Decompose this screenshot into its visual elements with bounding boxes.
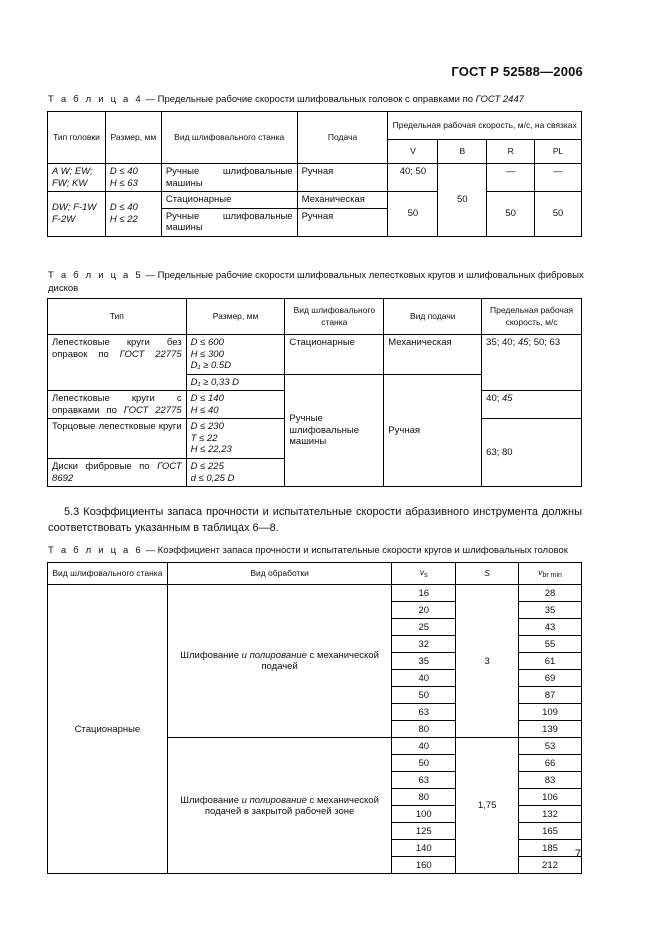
t6-vs-cell: 50 <box>392 755 456 772</box>
t4-header-R: R <box>487 140 535 164</box>
table4-label: Т а б л и ц а 4 <box>48 94 143 105</box>
table6-caption: Т а б л и ц а 6 — Коэффициент запаса прочности и испытательные скорости кругов и шлифовальных головок <box>48 545 568 556</box>
t6-vs-cell: 160 <box>392 857 456 874</box>
t6-vs-cell: 50 <box>392 687 456 704</box>
table-row: D₁ ≥ 0,33 D Ручные шлифовальные машины Ручная <box>48 374 582 391</box>
t5-header-machine: Вид шлифовального станка <box>285 299 384 335</box>
t5-header-type: Тип <box>48 299 187 335</box>
t6-body <box>48 585 582 874</box>
t5-header-size: Размер, мм <box>186 299 285 335</box>
table-4 <box>47 111 582 237</box>
t6-vbr-cell: 139 <box>519 721 582 738</box>
t4-header-type: Тип головки <box>48 112 106 164</box>
t6-vbr-cell: 69 <box>519 670 582 687</box>
t6-header-process: Вид обработки <box>167 563 392 585</box>
t6-header-machine: Вид шлифовального станка <box>48 563 168 585</box>
table-row: Диски фибровые по ГОСТ 8692 D ≤ 225 d ≤ 0,25 D <box>48 459 582 487</box>
t6-vbr-cell: 61 <box>519 653 582 670</box>
t6-vbr-cell: 185 <box>519 840 582 857</box>
t6-vs-cell: 16 <box>392 585 456 602</box>
t4-header-speed: Предельная рабочая скорость, м/с, на связках <box>388 112 582 140</box>
t6-vs-cell: 140 <box>392 840 456 857</box>
t6-vs-cell: 63 <box>392 704 456 721</box>
t6-vs-cell: 63 <box>392 772 456 789</box>
table6-label: Т а б л и ц а 6 <box>48 545 143 556</box>
page-number: 7 <box>574 848 581 860</box>
t6-vs-cell: 25 <box>392 619 456 636</box>
section-5-3-paragraph: 5.3 Коэффициенты запаса прочности и испытательные скорости абразивного инструмента должны соответствовать указанным в таблицах 6—8. <box>48 506 582 534</box>
table-row: DW; F-1W F-2W D ≤ 40 H ≤ 22 Стационарные Механическая 50 50 50 <box>48 192 582 209</box>
t4-B-value: 50 <box>438 164 487 237</box>
t6-header-S: S <box>456 563 519 585</box>
t6-vs-cell: 80 <box>392 789 456 806</box>
t6-vs-cell: 80 <box>392 721 456 738</box>
t6-process-group2: Шлифование и полирование с механической подачей в закрытой рабочей зоне <box>167 738 392 874</box>
t6-vbr-cell: 35 <box>519 602 582 619</box>
t6-vbr-cell: 66 <box>519 755 582 772</box>
t4-header-B: B <box>438 140 487 164</box>
t6-vs-cell: 32 <box>392 636 456 653</box>
table5-caption: Т а б л и ц а 5 — Предельные рабочие скорости шлифовальных лепестковых кругов и шлифовальных фибровых дисков <box>48 270 584 294</box>
t6-vbr-cell: 53 <box>519 738 582 755</box>
table-row: Торцовые лепестковые круги D ≤ 230 T ≤ 22 H ≤ 22,23 63; 80 <box>48 419 582 459</box>
t6-S-group2: 1,75 <box>456 738 519 874</box>
t6-vs-cell: 40 <box>392 670 456 687</box>
t6-vbr-cell: 132 <box>519 806 582 823</box>
table-6 <box>47 562 582 874</box>
t5-machine-manual: Ручные шлифовальные машины <box>285 374 384 487</box>
t6-process-group1: Шлифование и полирование с механической подачей <box>167 585 392 738</box>
t6-vs-cell: 125 <box>392 823 456 840</box>
t6-vs-cell: 40 <box>392 738 456 755</box>
table-row <box>48 585 582 602</box>
document-header: ГОСТ Р 52588—2006 <box>451 64 583 79</box>
table-row: Лепестковые круги с оправками по ГОСТ 22775 D ≤ 140 H ≤ 40 40; 45 <box>48 391 582 419</box>
t6-vs-cell: 100 <box>392 806 456 823</box>
t6-vbr-cell: 212 <box>519 857 582 874</box>
t4-header-feed: Подача <box>297 112 388 164</box>
t6-vbr-cell: 83 <box>519 772 582 789</box>
t6-vbr-cell: 55 <box>519 636 582 653</box>
t5-header-feed: Вид подачи <box>384 299 482 335</box>
t6-header-vbr: $v_{br min}$ <box>519 563 582 585</box>
t4-header-size: Размер, мм <box>105 112 161 164</box>
t4-header-PL: PL <box>535 140 582 164</box>
t6-vs-cell: 20 <box>392 602 456 619</box>
t6-vbr-cell: 109 <box>519 704 582 721</box>
t4-header-machine: Вид шлифовального станка <box>161 112 297 164</box>
t6-header-vs: $v_s$ <box>392 563 456 585</box>
t6-machine: Стационарные <box>48 585 168 874</box>
t6-vbr-cell: 28 <box>519 585 582 602</box>
table-row: Ручные шлифовальные машины Ручная <box>48 208 582 236</box>
t5-speed-low: 63; 80 <box>482 419 582 487</box>
t6-vbr-cell: 43 <box>519 619 582 636</box>
t6-vbr-cell: 106 <box>519 789 582 806</box>
table-row: A W; EW; FW; KW D ≤ 40 H ≤ 63 Ручные шлифовальные машины Ручная 40; 50 50 — — <box>48 164 582 192</box>
t5-header-speed: Предельная рабочая скорость, м/с <box>482 299 582 335</box>
table-row: Лепестковые круги без оправок по ГОСТ 22775 D ≤ 600 H ≤ 300 D₁ ≥ 0.5D Стационарные Механическая 35; 40; 45; 50; 63 <box>48 335 582 375</box>
table-5 <box>47 298 582 487</box>
t6-vbr-cell: 87 <box>519 687 582 704</box>
table4-caption: Т а б л и ц а 4 — Предельные рабочие скорости шлифовальных головок с оправками по ГОСТ 2447 <box>48 94 525 105</box>
t6-vs-cell: 35 <box>392 653 456 670</box>
t5-feed-manual: Ручная <box>384 374 482 487</box>
t6-S-group1: 3 <box>456 585 519 738</box>
t4-header-V: V <box>388 140 438 164</box>
table5-label: Т а б л и ц а 5 <box>48 270 143 281</box>
t6-vbr-cell: 165 <box>519 823 582 840</box>
